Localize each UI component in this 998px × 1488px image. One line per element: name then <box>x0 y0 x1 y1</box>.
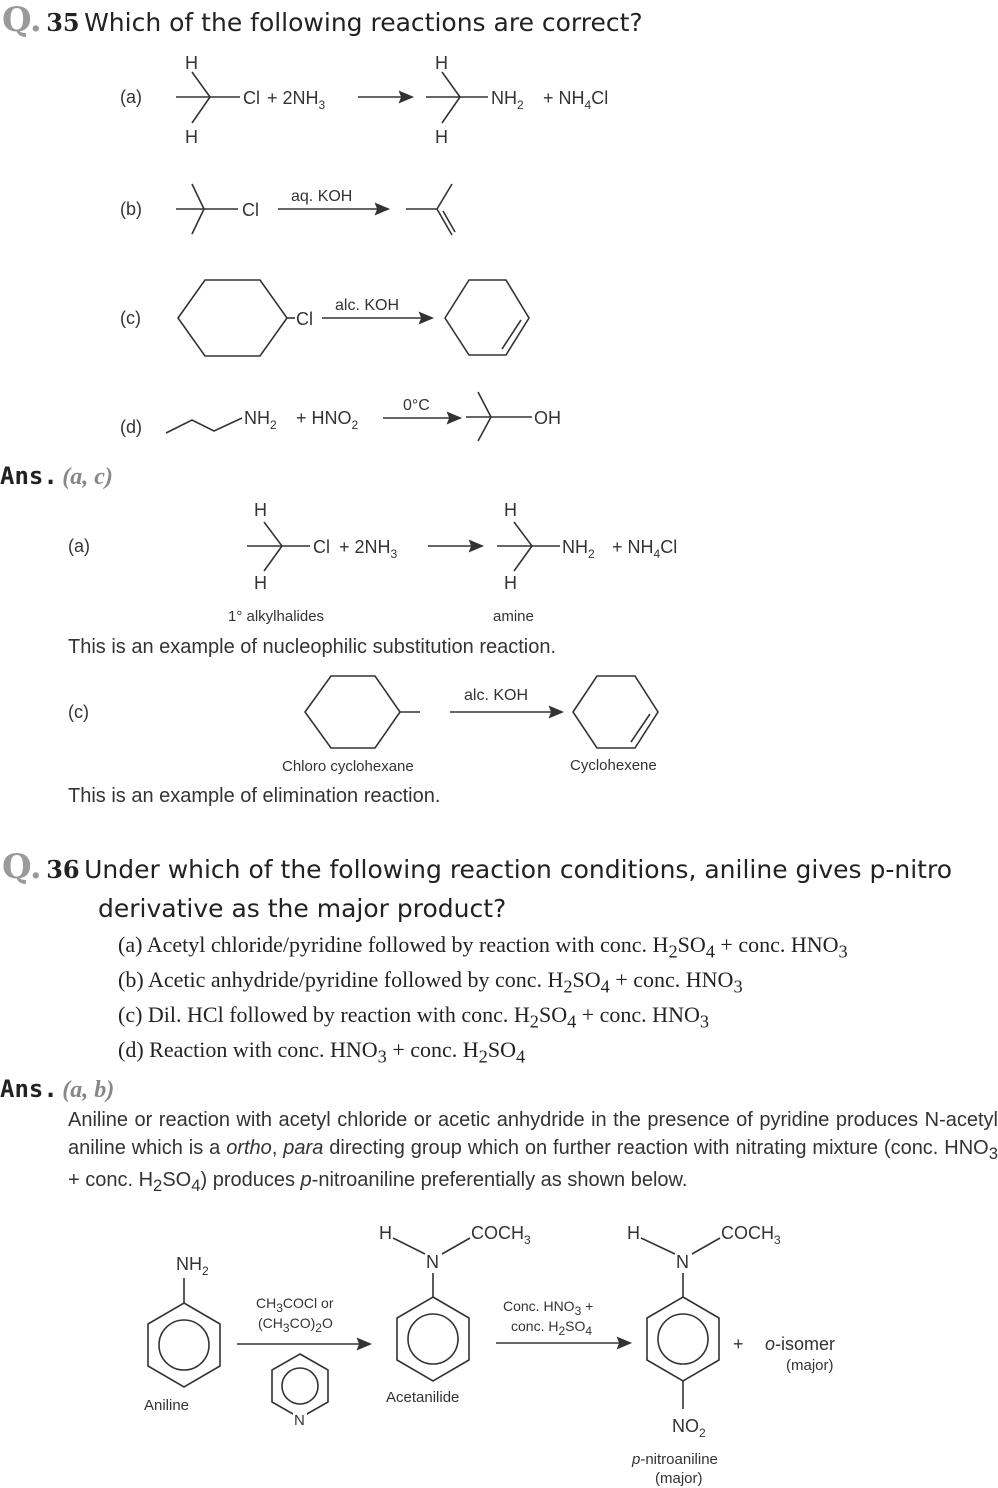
ans35-heading <box>0 462 113 491</box>
ans35-value: (a, c) <box>62 464 113 490</box>
reaction-arrow-1 <box>237 1339 370 1349</box>
ans35a-reagent: + $2NH_3$ <box>339 537 398 561</box>
acetanilide-coch3: $COCH_3$ <box>471 1223 531 1247</box>
acetanilide-aromatic-circle <box>408 1314 458 1364</box>
q35d-nh2: $NH_2$ <box>244 408 277 432</box>
ans35a-nh2: $NH_2$ <box>562 537 595 561</box>
q35-reactions-diagram <box>0 40 998 460</box>
q35-label-a: (a) <box>120 87 142 107</box>
o-isomer: o-isomer <box>765 1334 836 1354</box>
q35a-reagent: + $2NH_3$ <box>267 88 326 112</box>
ans36-heading <box>0 1075 114 1104</box>
q35d-product-bonds <box>466 392 532 441</box>
ans35-label-a: (a) <box>68 536 90 556</box>
q35-label-c: (c) <box>120 308 141 328</box>
ans35c-cyclohexane-ring <box>305 676 400 748</box>
q35c-arrow <box>322 313 432 323</box>
ans35a-product-bonds <box>497 522 560 571</box>
acetanilide-label: Acetanilide <box>386 1389 460 1406</box>
q35-number: 35 <box>46 8 80 37</box>
aniline-label: Aniline <box>144 1397 190 1414</box>
ans35c-condition: alc. KOH <box>464 687 529 704</box>
q35a-arrow <box>358 92 412 102</box>
q35b-product-bonds <box>406 184 455 235</box>
ans35a-caption-reactant: 1° alkylhalides <box>228 608 325 625</box>
q35c-condition: alc. KOH <box>335 297 400 314</box>
q36-heading <box>2 847 998 887</box>
q35a-nh2: $NH_2$ <box>491 88 524 112</box>
product-nc-bond <box>692 1238 720 1254</box>
q35a-product-h-top: H <box>435 53 448 73</box>
ans35a-reactant-bonds <box>247 522 310 571</box>
q35-heading <box>2 0 643 40</box>
q35-label-b: (b) <box>120 199 142 219</box>
q35c-cyclohexene-ring <box>445 280 529 355</box>
product-no2: $NO_2$ <box>672 1416 706 1440</box>
q35b-arrow <box>278 204 388 214</box>
q35a-byproduct: + $NH_4Cl$ <box>543 88 609 112</box>
product-nh-bond <box>641 1238 675 1254</box>
q35-mark: Q. <box>2 0 42 40</box>
q35-label-d: (d) <box>120 417 142 437</box>
product-h: H <box>627 1223 640 1243</box>
acetanilide-nc-bond <box>442 1238 470 1254</box>
q35a-product-h-bottom: H <box>435 127 448 147</box>
q35a-h-bottom: H <box>185 127 198 147</box>
ans35-explanation-c: This is an example of elimination reaction. <box>68 785 441 807</box>
ans36-value: (a, b) <box>62 1077 115 1103</box>
ans35a-arrow <box>428 541 482 551</box>
product-aromatic-circle <box>658 1314 708 1364</box>
q36-number: 36 <box>46 855 80 884</box>
ans35a-h-top: H <box>254 500 267 520</box>
q35d-propyl-chain <box>166 418 242 433</box>
q35a-product-bonds <box>426 72 488 123</box>
aniline-nh2: $NH_2$ <box>176 1254 209 1278</box>
q35-question: Which of the following reactions are correct? <box>84 8 643 37</box>
q35d-reagent: + $HNO_2$ <box>296 408 359 432</box>
product-n: N <box>676 1252 689 1272</box>
q35d-condition: 0°C <box>403 397 430 414</box>
acetanilide-n: N <box>426 1252 439 1272</box>
reagent1-line1: CH3COCl or <box>256 1295 334 1315</box>
ans36-explanation: Aniline or reaction with acetyl chloride or acetic anhydride in the presence of pyridine produces N-acetyl aniline which is a ortho, para directing group which on further reaction with nitrating mixture (conc. $HNO_3$ + conc. $H_2SO_4$) produces p-nitroaniline preferentially as shown below. <box>68 1109 998 1195</box>
o-isomer-note: (major) <box>786 1357 834 1374</box>
pyridine-aromatic-circle <box>282 1368 318 1404</box>
pyridine-n: N <box>294 1412 305 1429</box>
product-label-note: (major) <box>655 1470 703 1487</box>
q36-mark: Q. <box>2 847 42 887</box>
ans35a-h-bottom: H <box>254 573 267 593</box>
q35a-cl: Cl <box>243 88 260 108</box>
product-label: p-nitroaniline <box>632 1451 718 1468</box>
aniline-aromatic-circle <box>159 1320 209 1370</box>
ans35a-cl: Cl <box>313 537 330 557</box>
plus-sign: + <box>733 1334 744 1354</box>
ans35-explanation-a: This is an example of nucleophilic substitution reaction. <box>68 636 557 658</box>
ans35-label-c: (c) <box>68 702 89 722</box>
ans36-scheme-diagram <box>0 1215 998 1488</box>
q35c-cyclohexane-ring <box>178 280 287 356</box>
q35a-h-top: H <box>185 53 198 73</box>
ans35a-product-h-top: H <box>504 500 517 520</box>
q35b-condition: aq. KOH <box>291 188 353 205</box>
q36-question-line2: derivative as the major product? <box>98 894 507 923</box>
ans36-label: Ans. <box>0 1075 58 1103</box>
q36-question-line1: Under which of the following reaction conditions, aniline gives p-nitro <box>84 855 952 884</box>
reagent2-line1: Conc. HNO3 + <box>503 1298 594 1318</box>
q35b-reactant-bonds <box>176 184 238 234</box>
ans35c-caption-reactant: Chloro cyclohexane <box>282 758 414 775</box>
q36-option-b: (b) Acetic anhydride/pyridine followed by conc. $H_2SO_4$ + conc. $HNO_3$ <box>118 967 743 997</box>
ans35a-product-h-bottom: H <box>504 573 517 593</box>
q35c-cl: Cl <box>296 309 313 329</box>
q35a-reactant-bonds <box>176 72 240 123</box>
reagent1-line2: (CH3CO)2O <box>258 1315 333 1335</box>
ans35a-byproduct: + $NH_4Cl$ <box>612 537 678 561</box>
pyridine-ring <box>272 1354 328 1418</box>
acetanilide-nh-bond <box>393 1238 425 1254</box>
ans35a-caption-product: amine <box>493 608 534 625</box>
q36-option-d: (d) Reaction with conc. $HNO_3$ + conc. $H_2SO_4$ <box>118 1037 526 1067</box>
acetanilide-h: H <box>379 1223 392 1243</box>
product-coch3: $COCH_3$ <box>721 1223 781 1247</box>
q36-option-a: (a) Acetyl chloride/pyridine followed by reaction with conc. $H_2SO_4$ + conc. $HNO_3$ <box>118 932 848 962</box>
ans35c-caption-product: Cyclohexene <box>570 757 657 774</box>
ans35c-cyclohexene-ring <box>573 676 658 748</box>
ans35c-arrow <box>450 707 562 717</box>
q35d-oh: OH <box>534 408 561 428</box>
q36-option-c: (c) Dil. HCl followed by reaction with conc. $H_2SO_4$ + conc. $HNO_3$ <box>118 1002 710 1032</box>
reaction-arrow-2 <box>496 1338 630 1348</box>
q35b-cl: Cl <box>242 200 259 220</box>
ans35-label: Ans. <box>0 462 58 490</box>
q35d-arrow <box>383 413 460 423</box>
reagent2-line2: conc. H2SO4 <box>511 1318 593 1338</box>
